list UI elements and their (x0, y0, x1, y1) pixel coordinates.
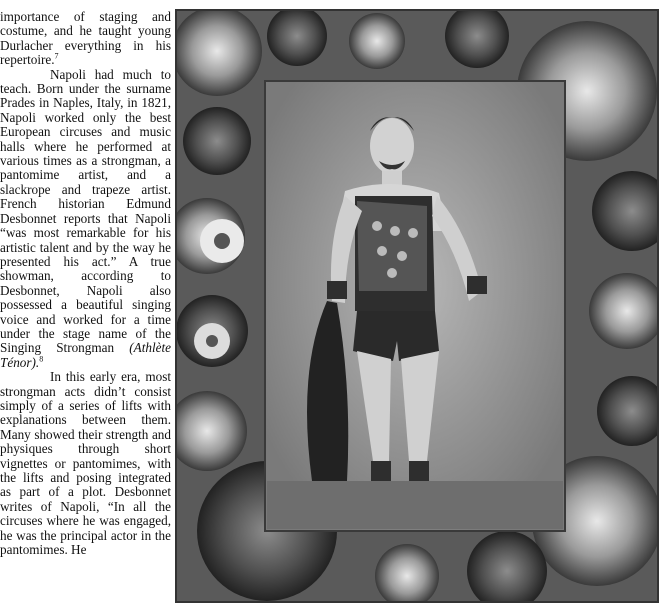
article-paragraph (0, 370, 171, 557)
article-paragraph (0, 68, 171, 371)
footnote-marker: 8 (39, 354, 44, 364)
portrait (265, 81, 565, 531)
footnote-marker: 7 (54, 51, 59, 61)
paragraph-text: importance of staging and costume, and he taught young Durlacher everything in his repertoire. (0, 9, 171, 68)
photo-illustration (177, 11, 657, 601)
paragraph-text: In this early era, most strongman acts didn’t consist simply of a series of lifts with explanations between them. Many showed their strength and physiques through short vignettes or pantomimes, with the lifts and posing integrated as part of a plot. Desbonnet writes of Napoli, “In all the circuses where he was engaged, he was the principal actor in the pantomimes. He (0, 369, 171, 558)
article-text-column (0, 10, 171, 557)
italic-text: (Athlète Ténor). (0, 340, 171, 370)
article-paragraph (0, 10, 171, 68)
strongman-photo (175, 9, 659, 603)
paragraph-text: Napoli had much to teach. Born under the surname Prades in Naples, Italy, in 1821, Napoli worked only the best European circuses and music halls where he performed at various times as a strongman, a pantomime artist, and a slackrope and trapeze artist. French historian Edmund Desbonnet reports that Napoli “was most remarkable for his artistic talent and by the way he presented his act.” A true showman, according to Desbonnet, Napoli also possessed a beautiful singing voice and worked for a time under the stage name of the Singing Strongman (0, 66, 171, 356)
